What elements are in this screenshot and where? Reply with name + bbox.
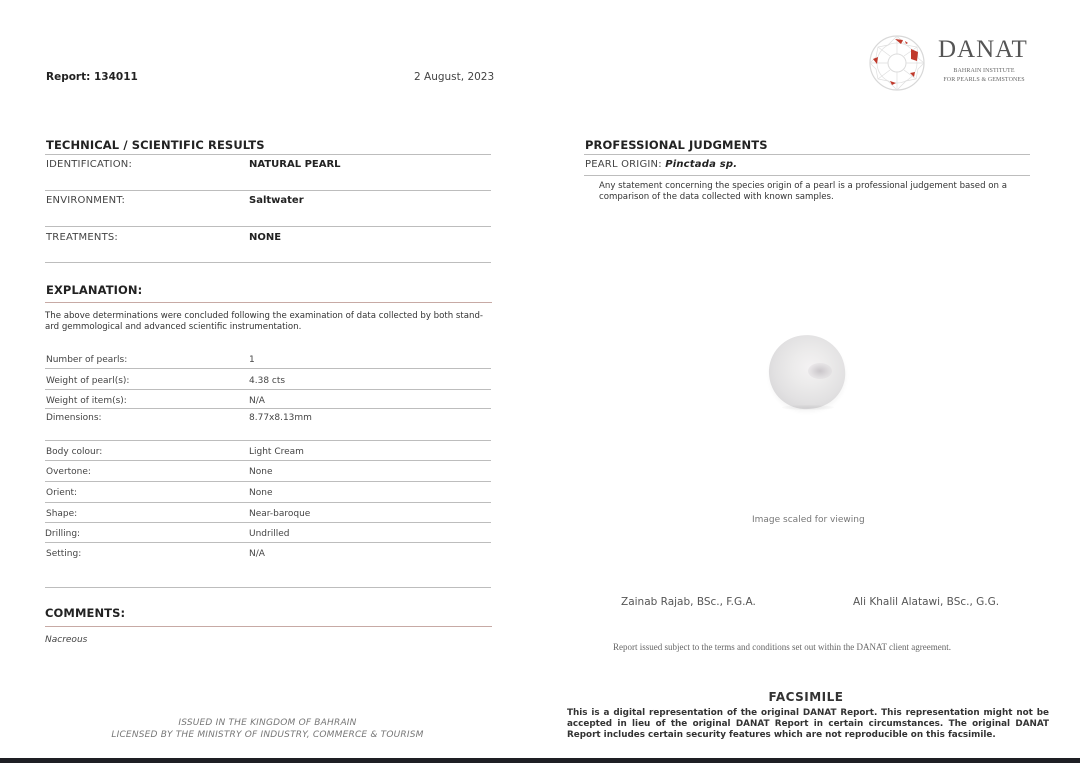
divider xyxy=(45,190,491,191)
origin-note-line1: Any statement concerning the species origin of a pearl is a professional judgement based on a xyxy=(599,181,1007,191)
divider xyxy=(45,587,491,588)
weight-of-pearls-label: Weight of pearl(s): xyxy=(46,376,130,386)
divider xyxy=(45,481,491,482)
divider xyxy=(45,302,492,303)
identification-label: IDENTIFICATION: xyxy=(46,159,133,170)
divider xyxy=(45,440,491,441)
identification-value: NATURAL PEARL xyxy=(249,159,341,170)
shape-label: Shape: xyxy=(46,509,78,519)
signatory-1: Zainab Rajab, BSc., F.G.A. xyxy=(621,596,756,608)
explanation-line2: ard gemmological and advanced scientific instrumentation. xyxy=(45,322,302,332)
explanation-text xyxy=(45,311,505,333)
divider xyxy=(45,226,491,227)
divider xyxy=(45,542,491,543)
divider xyxy=(45,389,491,390)
divider xyxy=(584,175,1030,176)
divider xyxy=(45,368,491,369)
technical-results-title: TECHNICAL / SCIENTIFIC RESULTS xyxy=(46,138,265,152)
report-date: 2 August, 2023 xyxy=(414,71,495,83)
treatments-label: TREATMENTS: xyxy=(46,232,118,243)
divider xyxy=(45,460,491,461)
environment-value: Saltwater xyxy=(249,195,304,206)
body-colour-label: Body colour: xyxy=(46,447,103,457)
setting-label: Setting: xyxy=(46,549,82,559)
footer-line2: LICENSED BY THE MINISTRY OF INDUSTRY, COMMERCE & TOURISM xyxy=(111,730,424,740)
report-number: Report: 134011 xyxy=(46,71,138,83)
treatments-value: NONE xyxy=(249,232,282,243)
pearl-origin-label: PEARL ORIGIN: xyxy=(585,159,662,170)
orient-label: Orient: xyxy=(46,488,78,498)
divider xyxy=(584,154,1030,155)
divider xyxy=(45,154,491,155)
origin-note-line2: comparison of the data collected with known samples. xyxy=(599,191,834,202)
facsimile-text: This is a digital representation of the original DANAT Report. This representation might not be accepted in lieu of the original DANAT Report in certain circumstances. The original DANAT Report includes certain security features which are not reproducible on this facsimile. xyxy=(567,708,1049,740)
divider xyxy=(45,626,492,627)
logo-subtitle-line2: FOR PEARLS & GEMSTONES xyxy=(943,77,1025,83)
weight-of-pearls-value: 4.38 cts xyxy=(249,376,286,386)
divider xyxy=(45,522,491,523)
weight-of-items-label: Weight of item(s): xyxy=(46,396,127,406)
faceted-circle-logo-icon xyxy=(866,33,928,93)
overtone-label: Overtone: xyxy=(46,467,91,477)
weight-of-items-value: N/A xyxy=(249,396,265,406)
pearl-origin xyxy=(585,159,737,170)
divider xyxy=(45,262,491,263)
pearl-origin-value: Pinctada sp. xyxy=(665,159,738,170)
origin-note xyxy=(599,181,1039,202)
number-of-pearls-label: Number of pearls: xyxy=(46,355,128,365)
shape-value: Near-baroque xyxy=(249,509,311,519)
drilling-label: Drilling: xyxy=(45,529,81,539)
issuing-footer xyxy=(80,717,455,741)
dimensions-value: 8.77x8.13mm xyxy=(249,413,312,423)
signatory-2: Ali Khalil Alatawi, BSc., G.G. xyxy=(853,596,1000,608)
footer-line1: ISSUED IN THE KINGDOM OF BAHRAIN xyxy=(178,718,357,728)
comments-text: Nacreous xyxy=(45,635,88,645)
setting-value: N/A xyxy=(249,549,265,559)
pearl-highlight xyxy=(808,363,832,379)
logo-title: DANAT xyxy=(938,36,1028,63)
explanation-title: EXPLANATION: xyxy=(46,283,143,297)
bottom-bar xyxy=(0,758,1080,763)
pearl-shadow xyxy=(782,405,834,410)
image-caption: Image scaled for viewing xyxy=(752,515,865,525)
orient-value: None xyxy=(249,488,273,498)
overtone-value: None xyxy=(249,467,273,477)
facsimile-title: FACSIMILE xyxy=(768,690,844,704)
terms-notice: Report issued subject to the terms and conditions set out within the DANAT client agreement. xyxy=(613,642,952,652)
dimensions-label: Dimensions: xyxy=(46,413,102,423)
logo-subtitle-line1: BAHRAIN INSTITUTE xyxy=(953,68,1015,74)
divider xyxy=(45,502,491,503)
body-colour-value: Light Cream xyxy=(249,447,304,457)
drilling-value: Undrilled xyxy=(249,529,290,539)
pearl-image xyxy=(764,330,850,414)
number-of-pearls-value: 1 xyxy=(249,355,255,365)
divider xyxy=(45,408,491,409)
logo-subtitle xyxy=(934,67,1034,85)
environment-label: ENVIRONMENT: xyxy=(46,195,126,206)
explanation-line1: The above determinations were concluded following the examination of data collected by both stand- xyxy=(45,311,484,321)
professional-judgments-title: PROFESSIONAL JUDGMENTS xyxy=(585,138,768,152)
comments-title: COMMENTS: xyxy=(45,606,126,620)
